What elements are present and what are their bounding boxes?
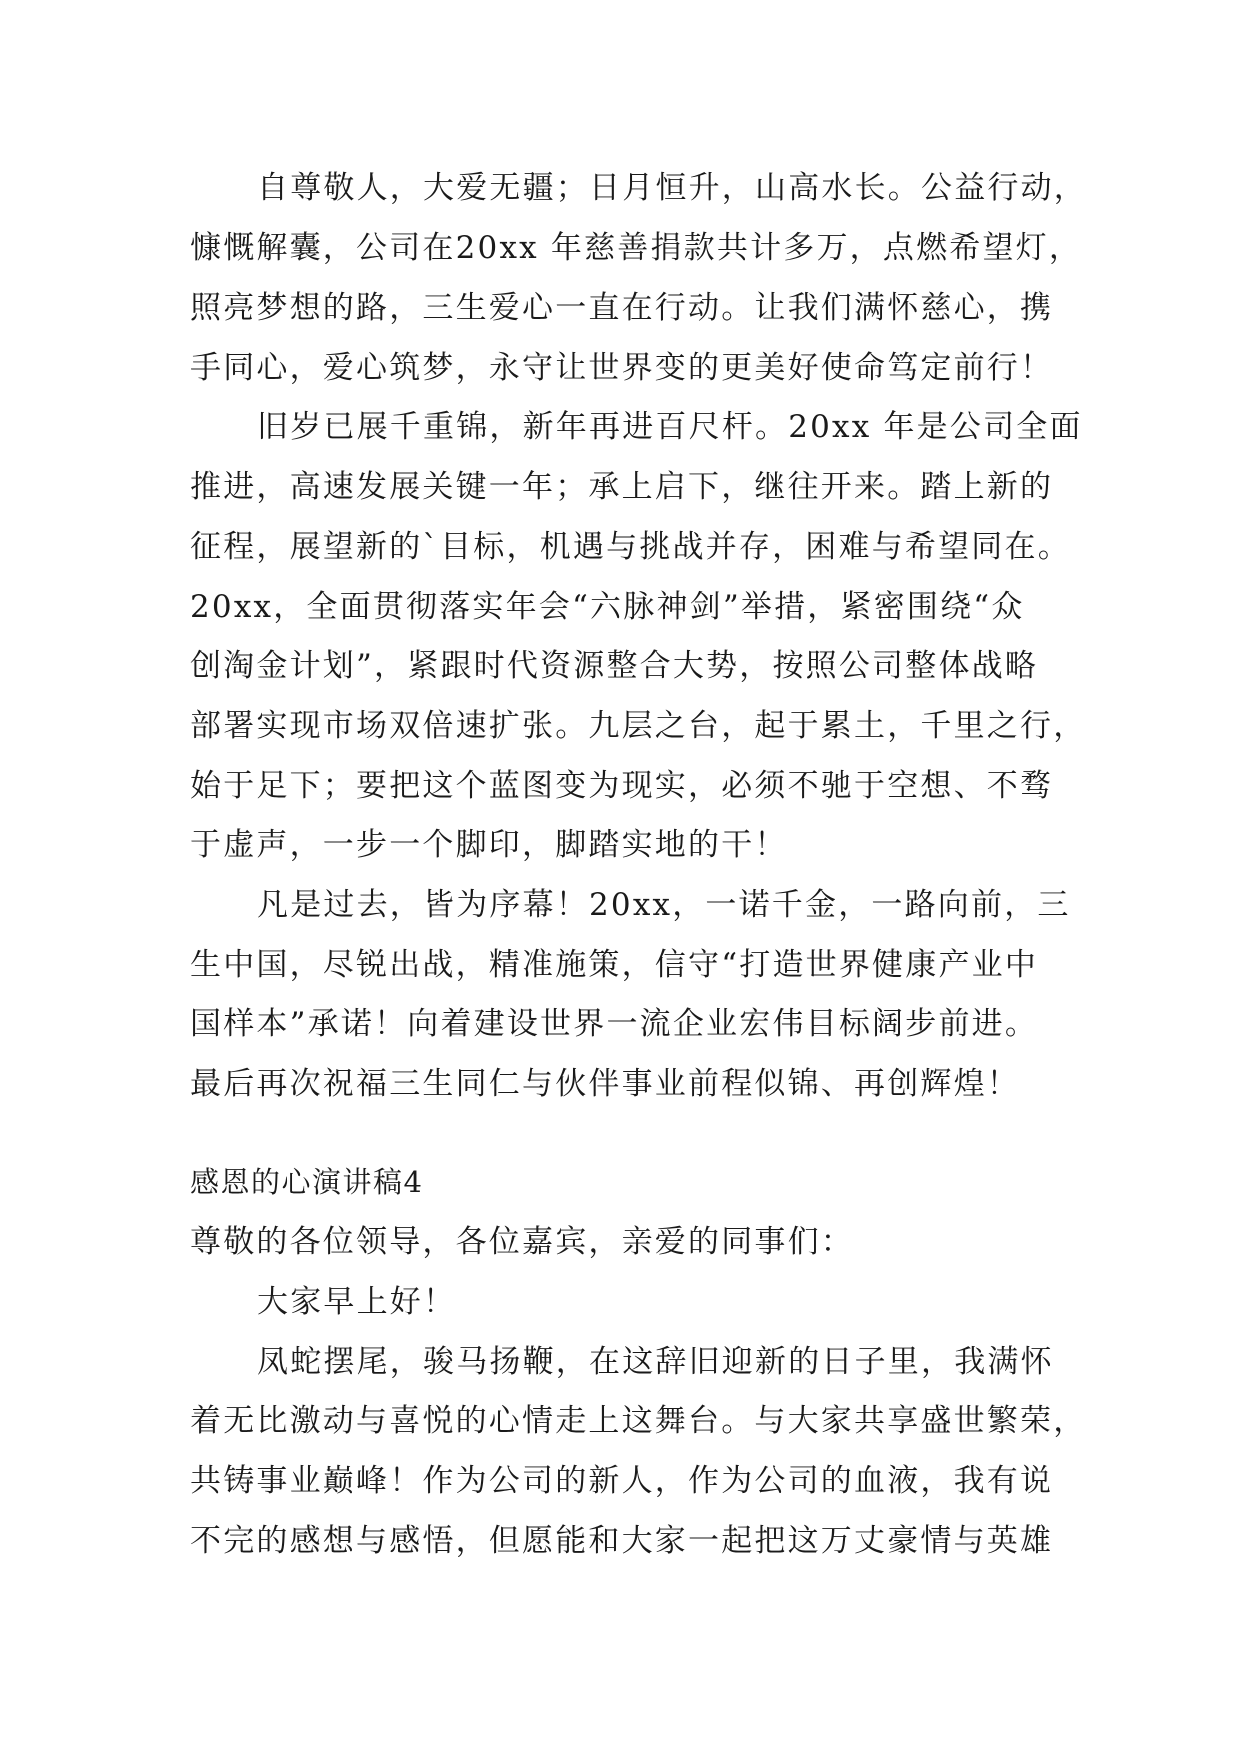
paragraph-3-line-4: 最后再次祝福三生同仁与伙伴事业前程似锦、再创辉煌！ (190, 1066, 1020, 1102)
paragraph-2-line-8: 于虚声，一步一个脚印，脚踏实地的干！ (190, 827, 788, 863)
paragraph-2-line-1: 旧岁已展千重锦，新年再进百尺杆。20xx 年是公司全面 (257, 409, 1083, 445)
paragraph-2-line-4: 20xx，全面贯彻落实年会“六脉神剑”举措，紧密围绕“众 (190, 589, 1025, 625)
paragraph-4-line-3: 共铸事业巅峰！作为公司的新人，作为公司的血液，我有说 (190, 1463, 1054, 1499)
paragraph-3-line-1: 凡是过去，皆为序幕！20xx，一诺千金，一路向前，三 (257, 887, 1071, 923)
paragraph-3-line-2: 生中国，尽锐出战，精准施策，信守“打造世界健康产业中 (190, 947, 1039, 983)
paragraph-1-line-3: 照亮梦想的路，三生爱心一直在行动。让我们满怀慈心，携 (190, 290, 1054, 326)
greeting: 大家早上好！ (257, 1284, 457, 1320)
paragraph-2-line-2: 推进，高速发展关键一年；承上启下，继往开来。踏上新的 (190, 469, 1054, 505)
paragraph-1-line-2: 慷慨解囊，公司在20xx 年慈善捐款共计多万，点燃希望灯， (190, 230, 1083, 266)
paragraph-2-line-6: 部署实现市场双倍速扩张。九层之台，起于累土，千里之行， (190, 708, 1087, 744)
paragraph-1-line-1: 自尊敬人，大爱无疆；日月恒升，山高水长。公益行动， (257, 170, 1087, 206)
salutation: 尊敬的各位领导，各位嘉宾，亲爱的同事们： (190, 1224, 854, 1260)
paragraph-2-line-3: 征程，展望新的`目标，机遇与挑战并存，困难与希望同在。 (190, 529, 1071, 565)
paragraph-4-line-2: 着无比激动与喜悦的心情走上这舞台。与大家共享盛世繁荣， (190, 1403, 1087, 1439)
section-title: 感恩的心演讲稿4 (190, 1165, 424, 1199)
paragraph-4-line-4: 不完的感想与感悟，但愿能和大家一起把这万丈豪情与英雄 (190, 1523, 1054, 1559)
paragraph-1-line-4: 手同心，爱心筑梦，永守让世界变的更美好使命笃定前行！ (190, 350, 1054, 386)
paragraph-4-line-1: 凤蛇摆尾，骏马扬鞭，在这辞旧迎新的日子里，我满怀 (257, 1344, 1054, 1380)
paragraph-3-line-3: 国样本”承诺！向着建设世界一流企业宏伟目标阔步前进。 (190, 1006, 1039, 1042)
paragraph-2-line-5: 创淘金计划”，紧跟时代资源整合大势，按照公司整体战略 (190, 648, 1039, 684)
paragraph-2-line-7: 始于足下；要把这个蓝图变为现实，必须不驰于空想、不骛 (190, 768, 1054, 804)
